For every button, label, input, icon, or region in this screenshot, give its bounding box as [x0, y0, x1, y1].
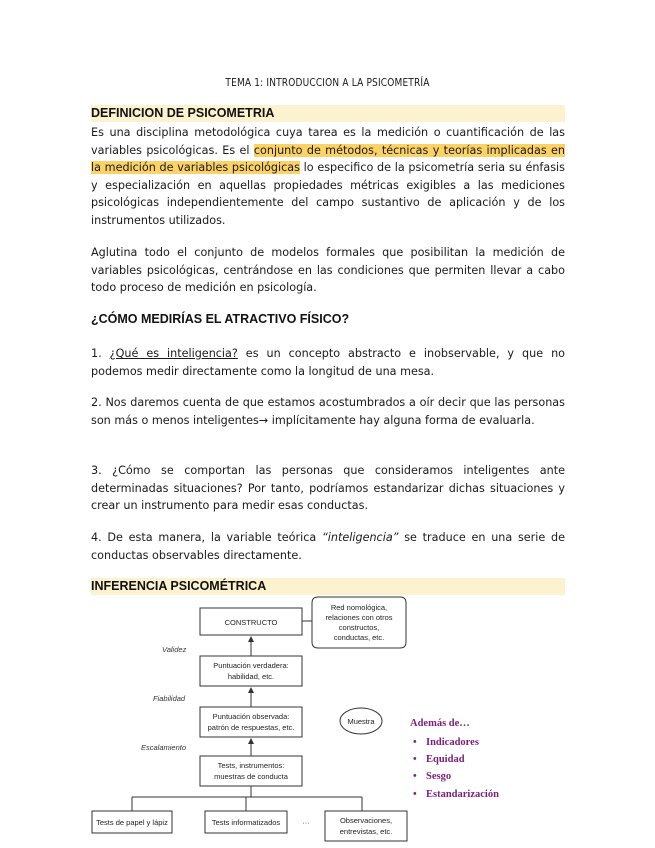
tests-line-1: Tests, instrumentos:: [217, 761, 285, 770]
validez-label: Validez: [162, 645, 187, 654]
text-span: es un concepto abstracto e inobservable, y que no podemos medir directamente como la longitud de una mesa.: [91, 347, 566, 378]
bullet-estandarizacion: Estandarización: [426, 789, 499, 800]
bullet-dot: •: [413, 737, 417, 748]
tests-line-2: muestras de conducta: [214, 772, 288, 781]
text-span: se traduce en una serie de conductas observables directamente.: [91, 531, 565, 562]
text-span: Es una disciplina metodológica cuya tarea es la medición o cuantificación de las variables psicológicas. Es el: [91, 126, 565, 157]
observada-line-1: Puntuación observada:: [212, 712, 290, 721]
bullet-indicadores: Indicadores: [426, 737, 479, 748]
text-span: 4. De esta manera, la variable teórica: [91, 531, 322, 544]
escalamiento-label: Escalamiento: [141, 743, 187, 752]
bullet-dot: •: [413, 771, 417, 782]
verdadera-line-2: habilidad, etc.: [227, 672, 275, 681]
list-item-3: 3. ¿Cómo se comportan las personas que consideramos inteligentes ante determinadas situaciones? Por tanto, podríamos estandarizar dichas situaciones y crear un instrumento para medir esas conductas.: [91, 464, 565, 513]
text-span: lo especifico de la psicometría seria su énfasis y especialización en aquellas propiedades métricas exigibles a las mediciones psicológicas independientemente del campo sustantivo de aplicación y de los instrumentos utilizados.: [91, 161, 565, 227]
bullet-dot: •: [413, 754, 417, 765]
section-heading-definicion: DEFINICION DE PSICOMETRIA: [91, 105, 565, 122]
underlined-question: ¿Qué es inteligencia?: [109, 347, 238, 360]
constructo-label: CONSTRUCTO: [224, 618, 278, 627]
observada-line-2: patrón de respuestas, etc.: [207, 723, 295, 732]
page-title: TEMA 1: INTRODUCCION A LA PSICOMETRÍA: [225, 76, 430, 89]
bullet-equidad: Equidad: [426, 754, 465, 765]
ademas-label: Además de…: [410, 718, 470, 729]
bullet-sesgo: Sesgo: [426, 771, 452, 782]
highlighted-text: conjunto de métodos, técnicas y teorías implicadas en la medición de variables psicológicas: [91, 143, 565, 175]
bullet-dot: •: [413, 789, 417, 800]
item-number: 1.: [91, 347, 110, 360]
red-line-4: conductas, etc.: [333, 633, 385, 642]
red-line-2: relaciones con otros: [325, 613, 393, 622]
muestra-label: Muestra: [347, 717, 375, 726]
section-heading-inferencia: INFERENCIA PSICOMÉTRICA: [91, 578, 565, 595]
informatizados-label: Tests informatizados: [211, 818, 281, 827]
red-line-3: constructos,: [338, 623, 380, 632]
observ-line-2: entrevistas, etc.: [339, 827, 393, 836]
section-heading-atractivo: ¿CÓMO MEDIRÍAS EL ATRACTIVO FÍSICO?: [91, 312, 350, 326]
ellipsis-label: ···: [302, 818, 310, 827]
list-item-2: 2. Nos daremos cuenta de que estamos acostumbrados a oír decir que las personas son más o menos inteligentes→ implícitamente hay alguna forma de evaluarla.: [91, 396, 565, 427]
papel-label: Tests de papel y lápiz: [96, 818, 168, 827]
paragraph-aglutina: Aglutina todo el conjunto de modelos formales que posibilitan la medición de variables psicológicas, centrándose en las condiciones que permiten llevar a cabo todo proceso de medición en psicología.: [91, 246, 565, 295]
observ-line-1: Observaciones,: [339, 816, 393, 825]
verdadera-line-1: Puntuación verdadera:: [213, 661, 289, 670]
italic-term: “inteligencia”: [322, 531, 399, 544]
red-line-1: Red nomológica,: [330, 603, 388, 612]
fiabilidad-label: Fiabilidad: [153, 694, 186, 703]
